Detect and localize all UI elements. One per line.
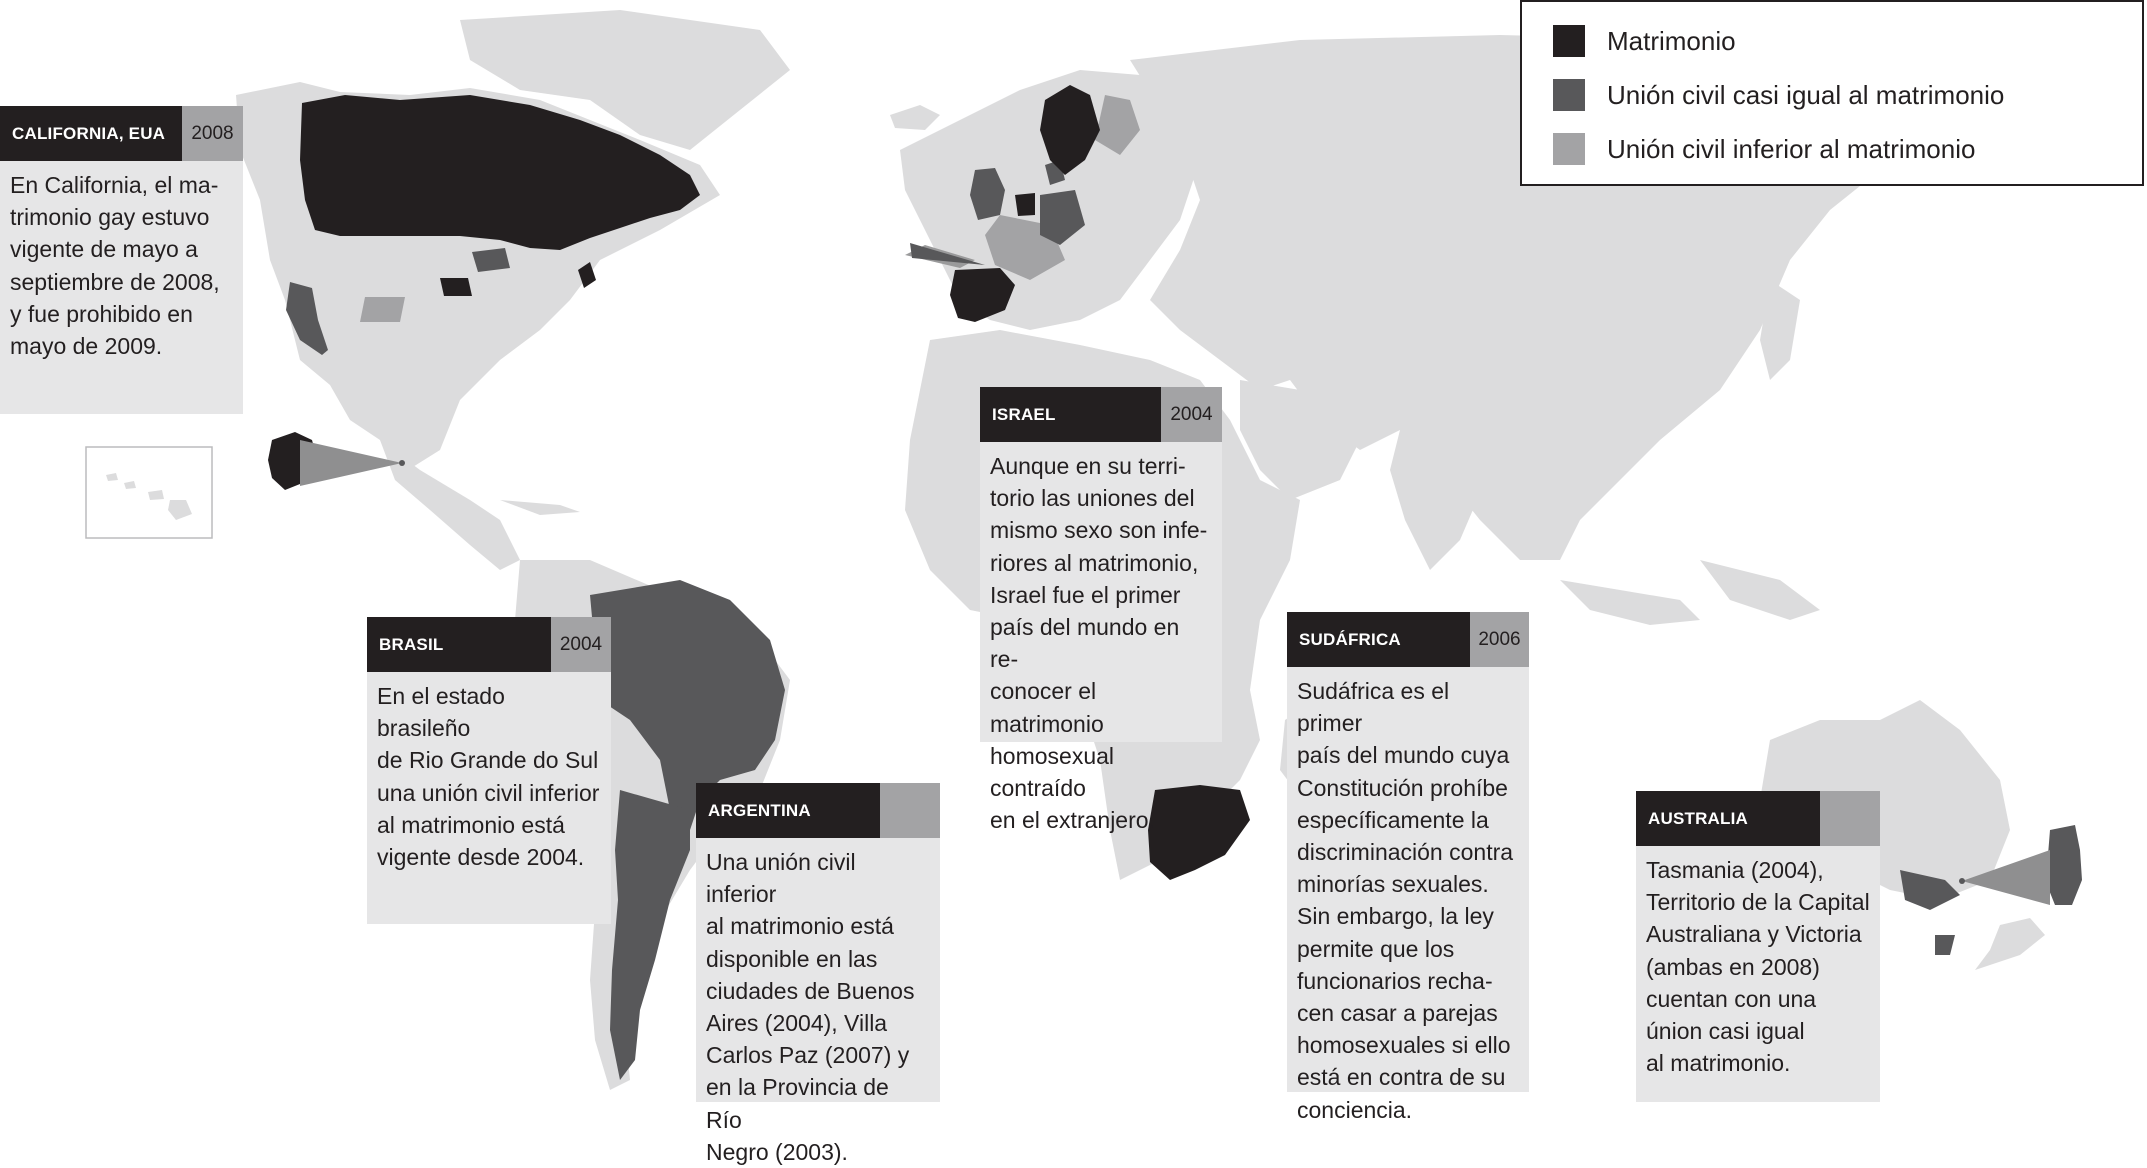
callout-year: 2006 bbox=[1470, 612, 1529, 667]
region-act-magnified bbox=[2045, 825, 2082, 905]
callout-year bbox=[1820, 791, 1880, 846]
callout-title: CALIFORNIA, EUA bbox=[0, 106, 182, 161]
callout-title: BRASIL bbox=[367, 617, 551, 672]
callout-year: 2008 bbox=[182, 106, 243, 161]
legend-label-near-equal: Unión civil casi igual al matrimonio bbox=[1607, 79, 2005, 110]
legend-item-inferior bbox=[1553, 132, 1975, 166]
callout-text: En el estado brasileño de Rio Grande do Sul una unión civil inferior al matrimonio está vigente desde 2004. bbox=[367, 672, 611, 924]
callout-text: Sudáfrica es el primer país del mundo cuya Constitución prohíbe específicamente la discriminación contra minorías sexuales. Sin embargo, la ley permite que los funcionarios recha- cen casar a parejas homosexuales si ello está en contra de su conciencia. bbox=[1287, 667, 1529, 1092]
legend-label-inferior: Unión civil inferior al matrimonio bbox=[1607, 133, 1976, 164]
iceland-land bbox=[890, 105, 940, 130]
legend bbox=[1520, 0, 2144, 186]
callout-australia bbox=[1636, 791, 1880, 1102]
callout-text: Una unión civil inferior al matrimonio está disponible en las ciudades de Buenos Aires (2004), Villa Carlos Paz (2007) y en la Provincia de Río Negro (2003). bbox=[696, 838, 940, 1102]
central-america-land bbox=[380, 440, 520, 570]
legend-item-near-equal bbox=[1553, 78, 2004, 112]
callout-argentina bbox=[696, 783, 940, 1165]
callout-text: Tasmania (2004), Territorio de la Capital Australiana y Victoria (ambas en 2008) cuentan con una únion casi igual al matrimonio. bbox=[1636, 846, 1880, 1102]
callout-title: ISRAEL bbox=[980, 387, 1161, 442]
callout-title: SUDÁFRICA bbox=[1287, 612, 1470, 667]
region-us-inferior bbox=[360, 297, 405, 322]
callout-title: ARGENTINA bbox=[696, 783, 880, 838]
callout-text: Aunque en su terri- torio las uniones del mismo sexo son infe- riores al matrimonio, Israel fue el primer país del mundo en re- conocer el matrimonio homosexual contraído en el extranjero. bbox=[980, 442, 1222, 742]
legend-swatch-inferior bbox=[1553, 133, 1585, 165]
region-us-near-equal bbox=[472, 248, 510, 272]
callout-title: AUSTRALIA bbox=[1636, 791, 1820, 846]
act-point bbox=[1959, 878, 1965, 884]
region-tasmania bbox=[1935, 935, 1955, 955]
legend-swatch-marriage bbox=[1553, 25, 1585, 57]
callout-year: 2004 bbox=[1161, 387, 1222, 442]
mexico-city-point bbox=[399, 460, 405, 466]
region-argentina bbox=[610, 790, 690, 1080]
region-south-africa bbox=[1148, 785, 1250, 880]
callout-california bbox=[0, 106, 243, 414]
region-netherlands-belgium bbox=[1015, 193, 1035, 216]
callout-sudafrica bbox=[1287, 612, 1529, 1123]
callout-brasil bbox=[367, 617, 611, 924]
callout-text: En California, el ma- trimonio gay estuvo vigente de mayo a septiembre de 2008, y fue prohibido en mayo de 2009. bbox=[0, 161, 243, 414]
legend-label-marriage: Matrimonio bbox=[1607, 25, 1736, 56]
callout-year: 2004 bbox=[551, 617, 611, 672]
callout-israel bbox=[980, 387, 1222, 834]
legend-item-marriage bbox=[1553, 24, 1736, 58]
callout-year bbox=[880, 783, 940, 838]
region-us-northeast-marriage bbox=[440, 278, 472, 296]
legend-swatch-near-equal bbox=[1553, 79, 1585, 111]
